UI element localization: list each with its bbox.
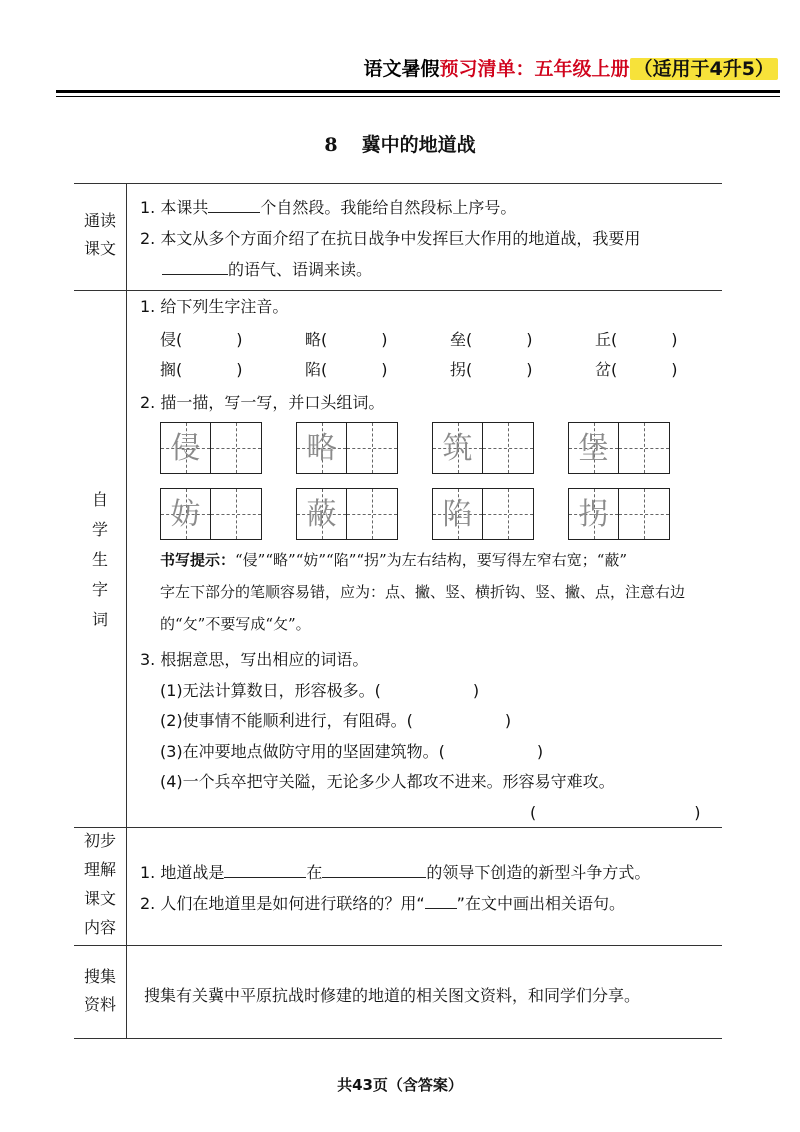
answer-blank[interactable] [162,258,228,275]
read-question-1: 1. 本课共 个自然段。我能给自然段标上序号。 [140,198,517,217]
header-title: 语文暑假预习清单：五年级上册 （适用于4升5） [364,54,778,81]
pinyin-item[interactable]: 侵( ) [160,330,243,349]
meaning-item: (4)一个兵卒把守关隘，无论多少人都攻不进来。形容易守难攻。 [160,772,615,791]
meaning-item: (3)在冲要地点做防守用的坚固建筑物。( ) [160,742,544,761]
writing-tip-line: 字左下部分的笔顺容易错，应为：点、撇、竖、横折钩、竖、撇、点，注意右边 [160,583,686,601]
tracing-grid[interactable]: 陷 [432,488,534,540]
self-study-question-3: 3. 根据意思，写出相应的词语。 [140,650,369,669]
lesson-title: 8 冀中的地道战 [324,134,476,156]
collect-instruction: 搜集有关冀中平原抗战时修建的地道的相关图文资料，和同学们分享。 [144,986,641,1005]
tracing-grid[interactable]: 拐 [568,488,670,540]
table-divider [74,290,722,291]
tracing-grid[interactable]: 略 [296,422,398,474]
read-question-2: 2. 本文从多个方面介绍了在抗日战争中发挥巨大作用的地道战，我要用 [140,229,641,248]
pinyin-item[interactable]: 丘( ) [595,330,678,349]
tracing-grid[interactable]: 妨 [160,488,262,540]
tracing-grid[interactable]: 蔽 [296,488,398,540]
answer-blank[interactable] [224,861,306,878]
tracing-grid[interactable]: 筑 [432,422,534,474]
section-label-collect: 搜集 资料 [83,967,116,1014]
pinyin-item[interactable]: 拐( ) [450,360,533,379]
table-border-bottom [74,1038,722,1039]
pinyin-item[interactable]: 陷( ) [305,360,388,379]
answer-blank[interactable] [322,861,426,878]
writing-tip-line: 书写提示：“侵”“略”“妨”“陷”“拐”为左右结构，要写得左窄右宽；“蔽” [160,551,628,569]
meaning-item: (1)无法计算数日，形容极多。( ) [160,681,480,700]
meaning-answer-parens[interactable]: ( ) [530,803,701,822]
writing-tip-line: 的“攵”不要写成“攵”。 [160,615,311,633]
table-divider [74,945,722,946]
self-study-question-1: 1. 给下列生字注音。 [140,297,289,316]
pinyin-item[interactable]: 垒( ) [450,330,533,349]
self-study-question-2: 2. 描一描，写一写，并口头组词。 [140,393,385,412]
table-border-top [74,183,722,184]
section-label-self-study: 自 学 生 字 词 [91,490,108,629]
pinyin-item[interactable]: 搁( ) [160,360,243,379]
tracing-grid[interactable]: 侵 [160,422,262,474]
table-divider [74,827,722,828]
header-rule-thin [56,96,780,97]
section-label-understand: 初步 理解 课文 内容 [83,831,116,937]
understand-question-2: 2. 人们在地道里是如何进行联络的？用“ ”在文中画出相关语句。 [140,894,625,913]
table-column-divider [126,183,127,1038]
pinyin-item[interactable]: 岔( ) [595,360,678,379]
answer-blank[interactable] [208,196,260,213]
section-label-read: 通读 课文 [83,211,116,258]
page-footer: 共43页（含答案） [337,1076,463,1094]
understand-question-1: 1. 地道战是 在 的领导下创造的新型斗争方式。 [140,863,651,882]
header-rule-thick [56,90,780,93]
tracing-grid[interactable]: 堡 [568,422,670,474]
read-question-2-cont: 的语气、语调来读。 [162,258,372,281]
answer-blank[interactable] [425,892,457,909]
meaning-item: (2)使事情不能顺利进行，有阻碍。( ) [160,711,512,730]
pinyin-item[interactable]: 略( ) [305,330,388,349]
